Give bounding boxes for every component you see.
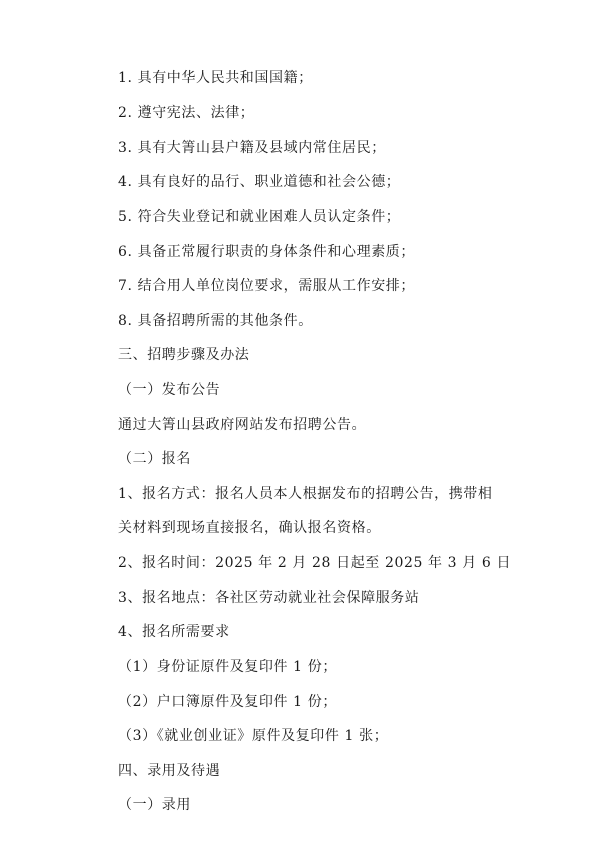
section-heading-3: 三、招聘步骤及办法: [118, 347, 250, 363]
requirement-3: 3. 具有大箐山县户籍及县域内常住居民；: [118, 140, 386, 156]
subsection-publish: （一）发布公告: [118, 382, 221, 398]
requirement-id-card: （1）身份证原件及复印件 1 份；: [118, 659, 337, 675]
requirement-household: （2）户口簿原件及复印件 1 份；: [118, 694, 337, 710]
registration-method: 1、报名方式：报名人员本人根据发布的招聘公告，携带相: [118, 486, 493, 502]
subsection-registration: （二）报名: [118, 451, 191, 467]
publish-text: 通过大箐山县政府网站发布招聘公告。: [118, 417, 367, 433]
requirement-8: 8. 具备招聘所需的其他条件。: [118, 313, 313, 329]
registration-time: 2、报名时间：2025 年 2 月 28 日起至 2025 年 3 月 6 日: [118, 555, 512, 571]
registration-method-cont: 关材料到现场直接报名，确认报名资格。: [118, 520, 381, 536]
requirement-employment-card: （3）《就业创业证》原件及复印件 1 张；: [118, 728, 389, 744]
section-heading-4: 四、录用及待遇: [118, 763, 221, 779]
subsection-hiring: （一）录用: [118, 797, 191, 813]
requirement-2: 2. 遵守宪法、法律；: [118, 105, 255, 121]
requirement-6: 6. 具备正常履行职责的身体条件和心理素质；: [118, 244, 416, 260]
requirement-7: 7. 结合用人单位岗位要求，需服从工作安排；: [118, 278, 416, 294]
requirement-1: 1. 具有中华人民共和国国籍；: [118, 70, 313, 86]
requirement-5: 5. 符合失业登记和就业困难人员认定条件；: [118, 209, 401, 225]
registration-requirements: 4、报名所需要求: [118, 624, 230, 640]
registration-location: 3、报名地点：各社区劳动就业社会保障服务站: [118, 590, 420, 606]
requirement-4: 4. 具有良好的品行、职业道德和社会公德；: [118, 174, 401, 190]
